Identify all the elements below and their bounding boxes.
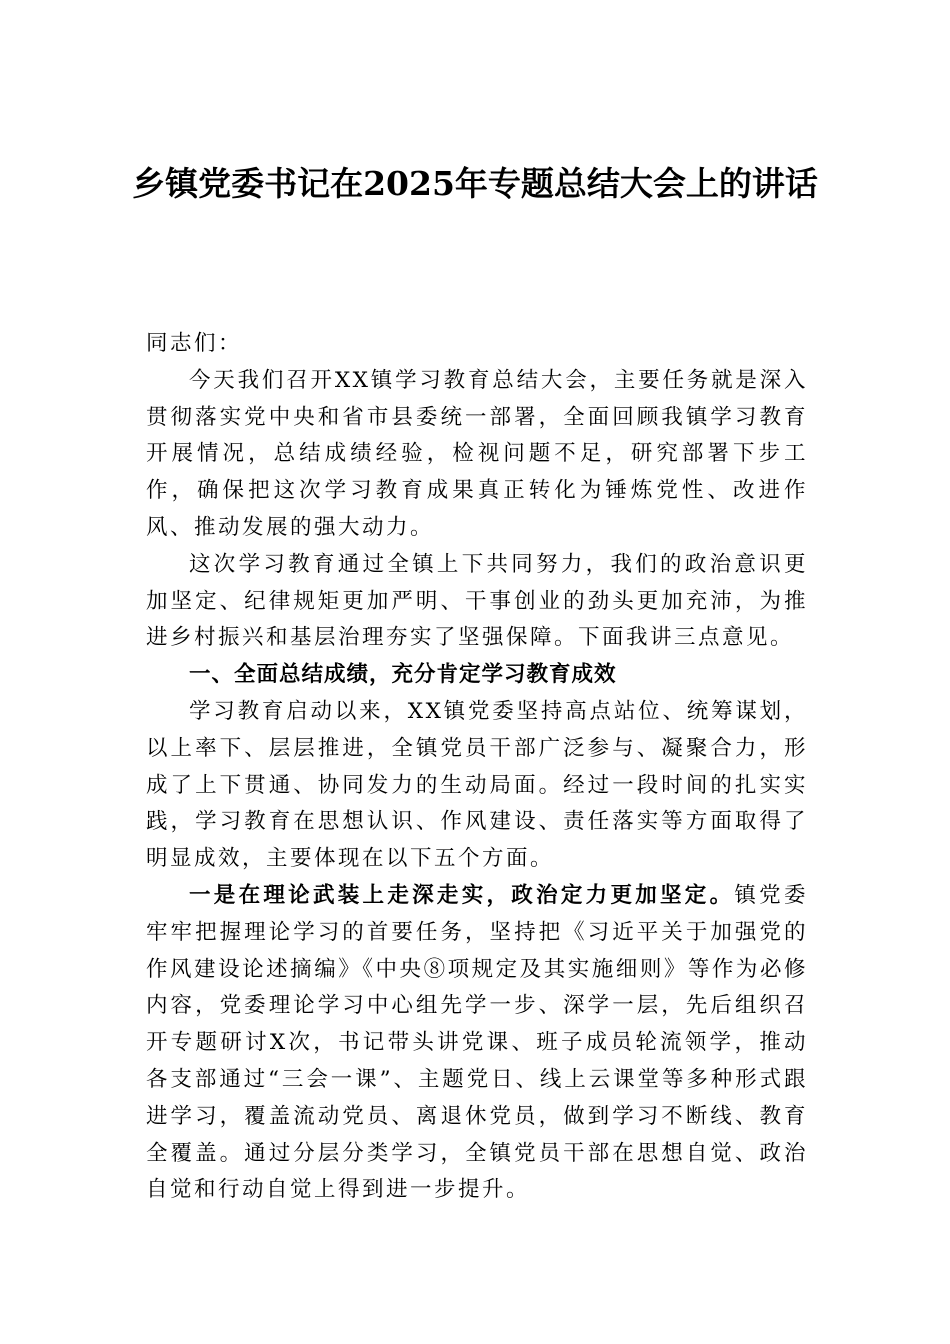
point-text: 镇党委牢牢把握理论学习的首要任务，坚持把《习近平关于加强党的作风建设论述摘编》《中央⑧项规定及其实施细则》等作为必修内容，党委理论学习中心组先学一步、深学一层，先后组织召开专题研讨X次，书记带头讲党课、班子成员轮流领学，推动各支部通过“三会一课”、主题党日、线上云课堂等多种形式跟进学习，覆盖流动党员、离退休党员，做到学习不断线、教育全覆盖。通过分层分类学习，全镇党员干部在思想自觉、政治自觉和行动自觉上得到进一步提升。 <box>146 882 808 1203</box>
section-paragraph: 学习教育启动以来，XX镇党委坚持高点站位、统筹谋划，以上率下、层层推进，全镇党员干部广泛参与、凝聚合力，形成了上下贯通、协同发力的生动局面。经过一段时间的扎实实践，学习教育在思想认识、作风建设、责任落实等方面取得了明显成效，主要体现在以下五个方面。 <box>146 698 808 872</box>
point-lead: 一是在理论武装上走深走实，政治定力更加坚定。 <box>189 882 735 908</box>
paragraph-summary: 这次学习教育通过全镇上下共同努力，我们的政治意识更加坚定、纪律规矩更加严明、干事创业的劲头更加充沛，为推进乡村振兴和基层治理夯实了坚强保障。下面我讲三点意见。 <box>146 551 808 651</box>
salutation: 同志们： <box>146 331 243 356</box>
document-body <box>146 326 808 1209</box>
section-heading: 一、全面总结成绩，充分肯定学习教育成效 <box>189 662 617 688</box>
paragraph-intro: 今天我们召开XX镇学习教育总结大会，主要任务就是深入贯彻落实党中央和省市县委统一部署，全面回顾我镇学习教育开展情况，总结成绩经验，检视问题不足，研究部署下步工作，确保把这次学习教育成果真正转化为锤炼党性、改进作风、推动发展的强大动力。 <box>146 367 808 540</box>
point-paragraph <box>146 878 808 1209</box>
document-title: 乡镇党委书记在2025年专题总结大会上的讲话 <box>132 164 818 203</box>
